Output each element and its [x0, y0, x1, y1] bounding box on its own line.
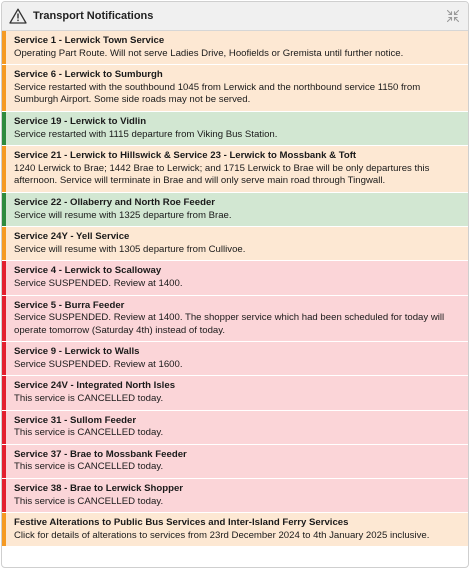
notification-body: Service restarted with the southbound 1045 from Lerwick and the northbound service 1150 from Sumburgh Airport. Some side roads may not be served.	[14, 81, 421, 106]
notification-title: Service 6 - Lerwick to Sumburgh	[14, 69, 163, 81]
notification-body: 1240 Lerwick to Brae; 1442 Brae to Lerwick; and 1715 Lerwick to Brae will be only departures this afternoon. Service will terminate in Brae and will only serve main road through Tingwall.	[14, 162, 430, 187]
notification-body: Service restarted with 1115 departure from Viking Bus Station.	[14, 128, 278, 140]
notification-title: Service 37 - Brae to Mossbank Feeder	[14, 448, 187, 460]
notification-body: Service SUSPENDED. Review at 1400. The shopper service which had been scheduled for today will operate tomorrow (Saturday 4th) instead of today.	[14, 312, 445, 336]
notification-item[interactable]	[2, 146, 468, 193]
collapse-arrows-icon[interactable]	[446, 9, 460, 23]
notification-title: Service 9 - Lerwick to Walls	[14, 346, 140, 358]
notification-title: Service 1 - Lerwick Town Service	[14, 35, 165, 46]
status-stripe	[2, 193, 6, 226]
status-stripe	[2, 376, 6, 409]
notification-item[interactable]	[2, 445, 468, 479]
status-stripe	[2, 146, 6, 192]
status-stripe	[2, 411, 6, 444]
notification-list	[2, 31, 468, 547]
notification-body: This service is CANCELLED today.	[14, 427, 164, 439]
notification-item[interactable]	[2, 411, 468, 445]
warning-triangle-icon	[9, 8, 27, 24]
status-stripe	[2, 342, 6, 375]
notification-body: Service will resume with 1325 departure from Brae.	[14, 209, 232, 221]
status-stripe	[2, 65, 6, 111]
status-stripe	[2, 513, 6, 546]
status-stripe	[2, 31, 6, 64]
notification-item[interactable]	[2, 193, 468, 227]
notification-body: This service is CANCELLED today.	[14, 495, 164, 507]
notification-title: Service 24V - Integrated North Isles	[14, 380, 176, 392]
notification-title: Festive Alterations to Public Bus Services and Inter-Island Ferry Services	[14, 517, 349, 529]
status-stripe	[2, 261, 6, 294]
status-stripe	[2, 112, 6, 145]
notification-item[interactable]	[2, 376, 468, 410]
panel-title: Transport Notifications	[33, 10, 154, 22]
notification-title: Service 38 - Brae to Lerwick Shopper	[14, 483, 184, 495]
notification-item[interactable]	[2, 296, 468, 343]
notification-title: Service 21 - Lerwick to Hillswick & Service 23 - Lerwick to Mossbank & Toft	[14, 150, 357, 162]
notification-item[interactable]	[2, 342, 468, 376]
notification-body: This service is CANCELLED today.	[14, 393, 164, 405]
notification-body: Service will resume with 1305 departure from Cullivoe.	[14, 243, 246, 255]
notification-body: Service SUSPENDED. Review at 1600.	[14, 358, 183, 370]
status-stripe	[2, 296, 6, 342]
notification-title: Service 5 - Burra Feeder	[14, 299, 125, 311]
notification-item[interactable]	[2, 227, 468, 261]
status-stripe	[2, 445, 6, 478]
notification-title: Service 24Y - Yell Service	[14, 231, 130, 243]
notification-item[interactable]	[2, 513, 468, 547]
notification-title: Service 19 - Lerwick to Vidlin	[14, 115, 147, 127]
status-stripe	[2, 479, 6, 512]
notification-item[interactable]	[2, 479, 468, 513]
notification-title: Service 31 - Sullom Feeder	[14, 414, 137, 426]
panel-header	[2, 2, 468, 31]
notification-body: Service SUSPENDED. Review at 1400.	[14, 277, 183, 289]
notification-body: Click for details of alterations to services from 23rd December 2024 to 4th January 2025 inclusive.	[14, 529, 430, 541]
notification-body: Operating Part Route. Will not serve Ladies Drive, Hoofields or Gremista until further notice.	[14, 47, 404, 59]
notification-item[interactable]	[2, 261, 468, 295]
notification-item[interactable]	[2, 31, 468, 65]
notification-item[interactable]	[2, 112, 468, 146]
transport-notifications-panel	[1, 1, 469, 568]
notification-body: This service is CANCELLED today.	[14, 461, 164, 473]
status-stripe	[2, 227, 6, 260]
notification-item[interactable]	[2, 65, 468, 112]
notification-title: Service 22 - Ollaberry and North Roe Feeder	[14, 196, 216, 208]
notification-title: Service 4 - Lerwick to Scalloway	[14, 265, 162, 277]
